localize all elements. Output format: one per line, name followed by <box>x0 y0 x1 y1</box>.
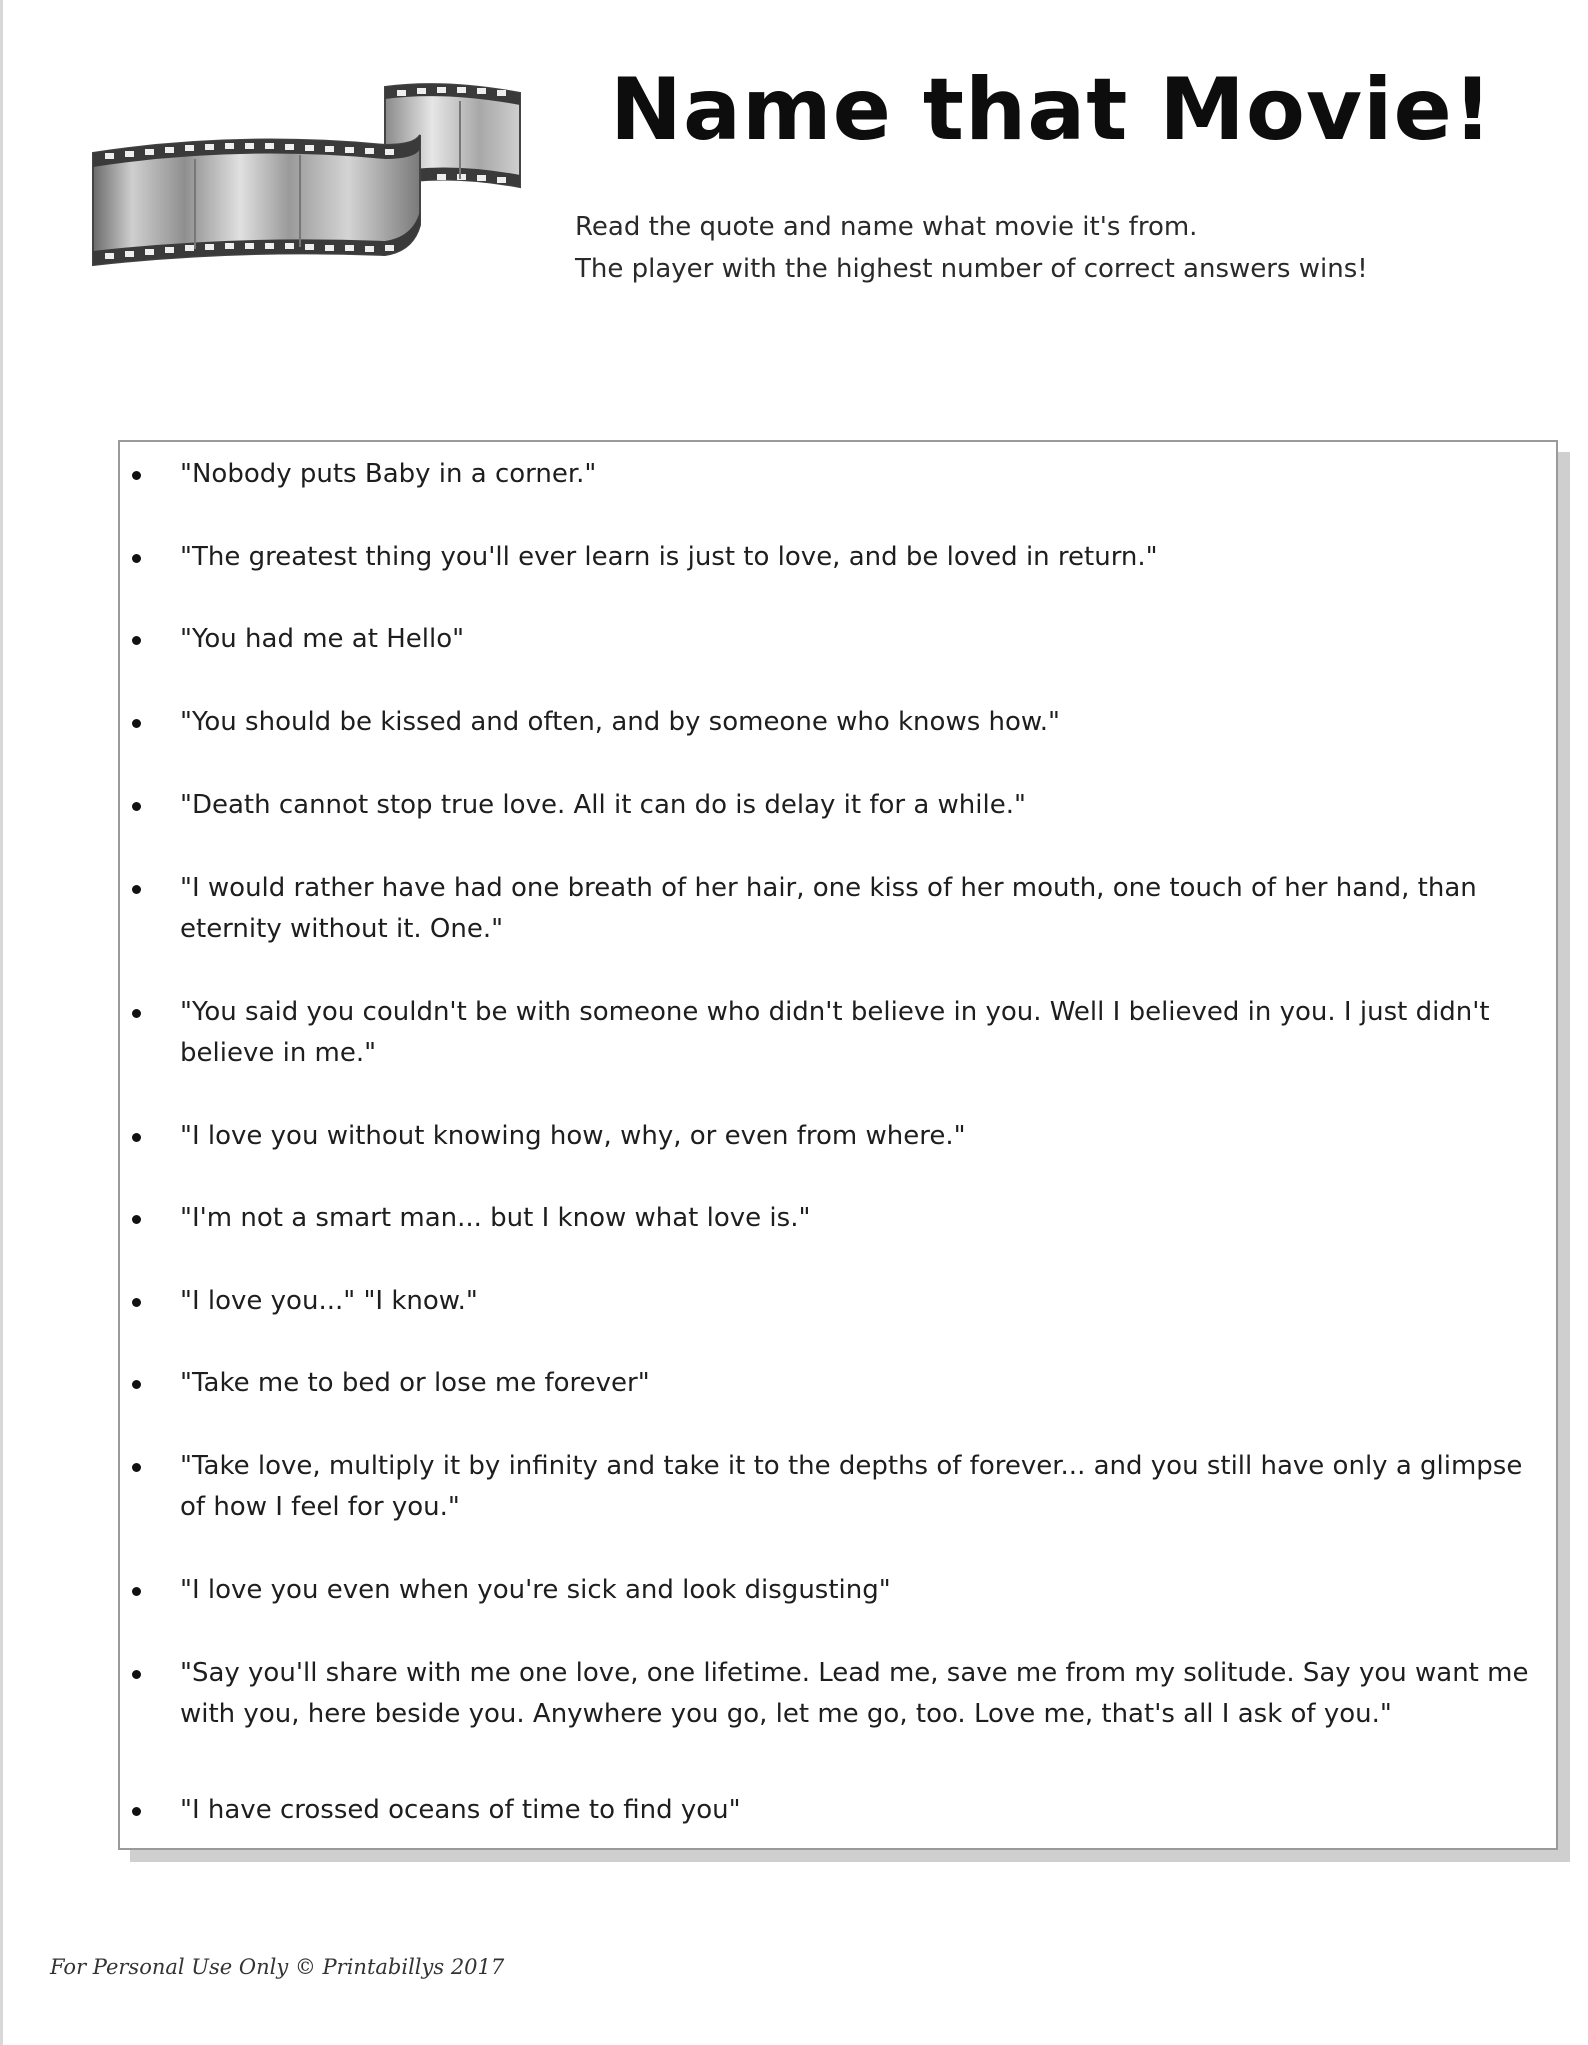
quote-text: "I love you without knowing how, why, or even from where." <box>180 1121 966 1151</box>
quote-text: "Take me to bed or lose me forever" <box>180 1368 650 1398</box>
page-left-edge <box>0 0 3 2045</box>
bullet-icon <box>132 1380 141 1389</box>
quote-text: "I'm not a smart man... but I know what love is." <box>180 1203 811 1233</box>
quote-text: "I have crossed oceans of time to find you" <box>180 1795 741 1825</box>
bullet-icon <box>132 636 141 645</box>
quote-text: "You had me at Hello" <box>180 624 465 654</box>
bullet-icon <box>132 802 141 811</box>
quote-text: "You should be kissed and often, and by someone who knows how." <box>180 707 1061 737</box>
quote-box <box>118 440 1558 1850</box>
quote-text: "The greatest thing you'll ever learn is just to love, and be loved in return." <box>180 542 1158 572</box>
quote-text: "Nobody puts Baby in a corner." <box>180 459 597 489</box>
bullet-icon <box>132 471 141 480</box>
film-strip-icon <box>85 75 535 275</box>
bullet-icon <box>132 719 141 728</box>
quote-text: "I love you even when you're sick and look disgusting" <box>180 1575 891 1605</box>
quote-text: "You said you couldn't be with someone who didn't believe in you. Well I believed in you. I just didn't believe in me." <box>180 997 1490 1068</box>
bullet-icon <box>132 1009 141 1018</box>
bullet-icon <box>132 554 141 563</box>
instruction-line-2: The player with the highest number of correct answers wins! <box>575 254 1368 284</box>
bullet-icon <box>132 885 141 894</box>
copyright-note: For Personal Use Only © Printabillys 2017 <box>50 1955 505 1979</box>
bullet-icon <box>132 1587 141 1596</box>
bullet-icon <box>132 1133 141 1142</box>
page-title: Name that Movie! <box>610 60 1494 160</box>
bullet-icon <box>132 1298 141 1307</box>
quote-text: "I would rather have had one breath of her hair, one kiss of her mouth, one touch of her hand, than eternity without it. One." <box>180 873 1477 944</box>
bullet-icon <box>132 1807 141 1816</box>
quote-text: "Take love, multiply it by infinity and take it to the depths of forever... and you still have only a glimpse of how I feel for you." <box>180 1451 1523 1522</box>
bullet-icon <box>132 1670 141 1679</box>
quote-text: "I love you..." "I know." <box>180 1286 478 1316</box>
instruction-line-1: Read the quote and name what movie it's from. <box>575 212 1198 242</box>
instructions <box>575 206 1535 290</box>
bullet-icon <box>132 1463 141 1472</box>
bullet-icon <box>132 1215 141 1224</box>
quote-text: "Death cannot stop true love. All it can do is delay it for a while." <box>180 790 1026 820</box>
quote-text: "Say you'll share with me one love, one lifetime. Lead me, save me from my solitude. Say you want me with you, here beside you. Anywhere you go, let me go, too. Love me, that's all I ask of you." <box>180 1658 1529 1729</box>
